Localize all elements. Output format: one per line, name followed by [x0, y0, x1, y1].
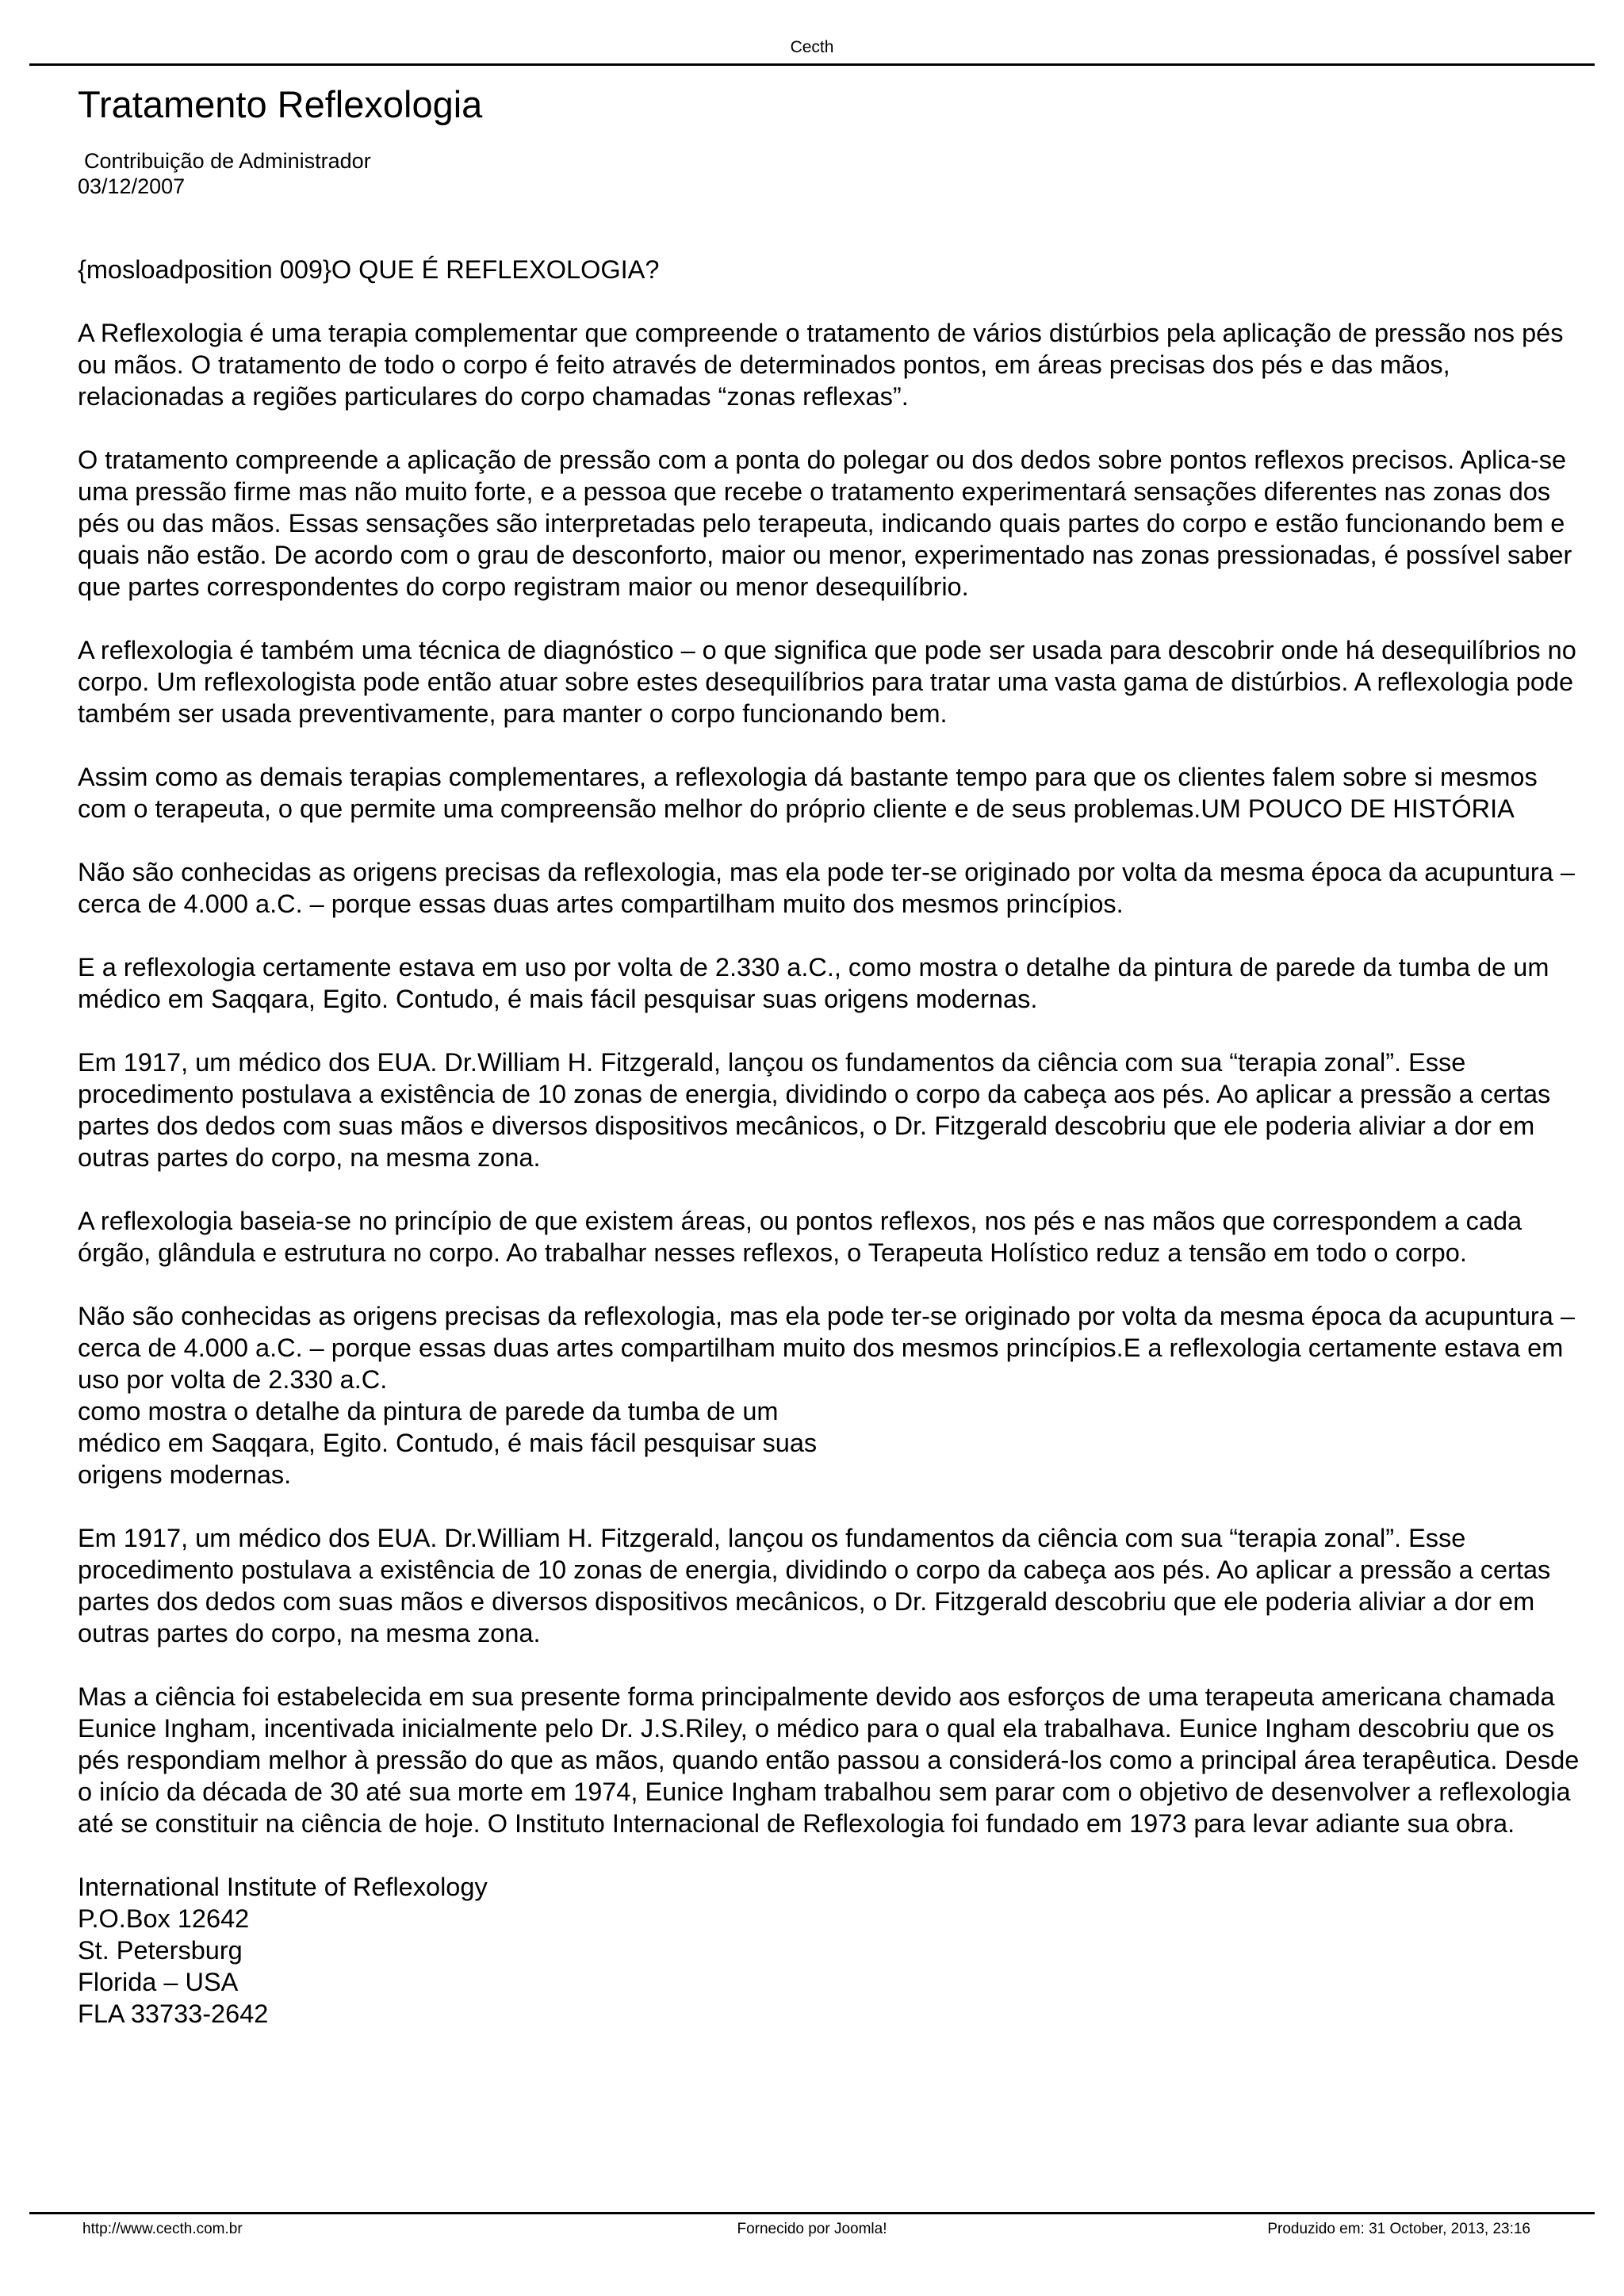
- footer-produced-date: Produzido em: 31 October, 2013, 23:16: [1267, 2221, 1530, 2237]
- address-line: Florida – USA: [78, 1968, 239, 1996]
- article-author: Contribuição de Administrador: [84, 149, 371, 173]
- footer-site-link[interactable]: http://www.cecth.com.br: [82, 2221, 243, 2237]
- article-paragraph: E a reflexologia certamente estava em uso por volta de 2.330 a.C., como mostra o detalhe da pintura de parede da tumba de um médico em Saqqara, Egito. Contudo, é mais fácil pesquisar suas origens modernas.: [78, 953, 1549, 1013]
- article-paragraph: Mas a ciência foi estabelecida em sua presente forma principalmente devido aos esforços de uma terapeuta americana chamada Eunice Ingham, incentivada inicialmente pelo Dr. J.S.Riley, o médico para o qual ela trabalhava. Eunice Ingham descobriu que os pés respondiam melhor à pressão do que as mãos, quando então passou a considerá-los como a principal área terapêutica. Desde o início da década de 30 até sua morte em 1974, Eunice Ingham trabalhou sem parar com o objetivo de desenvolver a reflexologia até se constituir na ciência de hoje. O Instituto Internacional de Reflexologia foi fundado em 1973 para levar adiante sua obra.: [78, 1682, 1580, 1838]
- article-body: [78, 254, 1588, 2061]
- article-date: 03/12/2007: [78, 174, 186, 198]
- address-line: FLA 33733-2642: [78, 1999, 269, 2028]
- paragraph-line: origens modernas.: [78, 1460, 292, 1489]
- article-paragraph: Não são conhecidas as origens precisas da reflexologia, mas ela pode ter-se originado por volta da mesma época da acupuntura – cerca de 4.000 a.C. – porque essas duas artes compartilham muito dos mesmos princípios.: [78, 858, 1575, 918]
- article-paragraph: O tratamento compreende a aplicação de pressão com a ponta do polegar ou dos dedos sobre pontos reflexos precisos. Aplica-se uma pressão firme mas não muito forte, e a pessoa que recebe o tratamento experimentará sensações diferentes nas zonas dos pés ou das mãos. Essas sensações são interpretadas pelo terapeuta, indicando quais partes do corpo e estão funcionando bem e quais não estão. De acordo com o grau de desconforto, maior ou menor, experimentado nas zonas pressionadas, é possível saber que partes correspondentes do corpo registram maior ou menor desequilíbrio.: [78, 446, 1572, 601]
- address-line: International Institute of Reflexology: [78, 1873, 488, 1901]
- article-paragraph: A reflexologia baseia-se no princípio de que existem áreas, ou pontos reflexos, nos pés e nas mãos que correspondem a cada órgão, glândula e estrutura no corpo. Ao trabalhar nesses reflexos, o Terapeuta Holístico reduz a tensão em todo o corpo.: [78, 1207, 1522, 1267]
- footer-divider: [29, 2212, 1595, 2214]
- article-paragraph-mixed: [78, 1300, 1588, 1490]
- site-name: Cecth: [790, 38, 834, 56]
- paragraph-line: médico em Saqqara, Egito. Contudo, é mais fácil pesquisar suas: [78, 1429, 818, 1457]
- article-paragraph: A Reflexologia é uma terapia complementar que compreende o tratamento de vários distúrbios pela aplicação de pressão nos pés ou mãos. O tratamento de todo o corpo é feito através de determinados pontos, em áreas precisas dos pés e das mãos, relacionadas a regiões particulares do corpo chamadas “zonas reflexas”.: [78, 319, 1564, 411]
- institute-address: [78, 1871, 1588, 2030]
- paragraph-line: como mostra o detalhe da pintura de parede da tumba de um: [78, 1397, 779, 1425]
- address-line: St. Petersburg: [78, 1936, 243, 1965]
- article-paragraph: A reflexologia é também uma técnica de diagnóstico – o que significa que pode ser usada para descobrir onde há desequilíbrios no corpo. Um reflexologista pode então atuar sobre estes desequilíbrios para tratar uma vasta gama de distúrbios. A reflexologia pode também ser usada preventivamente, para manter o corpo funcionando bem.: [78, 636, 1576, 728]
- address-line: P.O.Box 12642: [78, 1904, 250, 1933]
- page-title: Tratamento Reflexologia: [78, 83, 483, 125]
- footer-powered-by: Fornecido por Joomla!: [737, 2221, 887, 2237]
- article-paragraph: Em 1917, um médico dos EUA. Dr.William H. Fitzgerald, lançou os fundamentos da ciência com sua “terapia zonal”. Esse procedimento postulava a existência de 10 zonas de energia, dividindo o corpo da cabeça aos pés. Ao aplicar a pressão a certas partes dos dedos com suas mãos e diversos dispositivos mecânicos, o Dr. Fitzgerald descobriu que ele poderia aliviar a dor em outras partes do corpo, na mesma zona.: [78, 1048, 1551, 1172]
- article-paragraph: Em 1917, um médico dos EUA. Dr.William H. Fitzgerald, lançou os fundamentos da ciência com sua “terapia zonal”. Esse procedimento postulava a existência de 10 zonas de energia, dividindo o corpo da cabeça aos pés. Ao aplicar a pressão a certas partes dos dedos com suas mãos e diversos dispositivos mecânicos, o Dr. Fitzgerald descobriu que ele poderia aliviar a dor em outras partes do corpo, na mesma zona.: [78, 1524, 1551, 1647]
- header-divider: [29, 63, 1595, 66]
- paragraph-text: Não são conhecidas as origens precisas da reflexologia, mas ela pode ter-se originado por volta da mesma época da acupuntura – cerca de 4.000 a.C. – porque essas duas artes compartilham muito dos mesmos princípios.E a reflexologia certamente estava em uso por volta de 2.330 a.C.: [78, 1302, 1575, 1394]
- article-paragraph: {mosloadposition 009}O QUE É REFLEXOLOGIA?: [78, 255, 660, 284]
- article-paragraph: Assim como as demais terapias complementares, a reflexologia dá bastante tempo para que os clientes falem sobre si mesmos com o terapeuta, o que permite uma compreensão melhor do próprio cliente e de seus problemas.UM POUCO DE HISTÓRIA: [78, 763, 1538, 823]
